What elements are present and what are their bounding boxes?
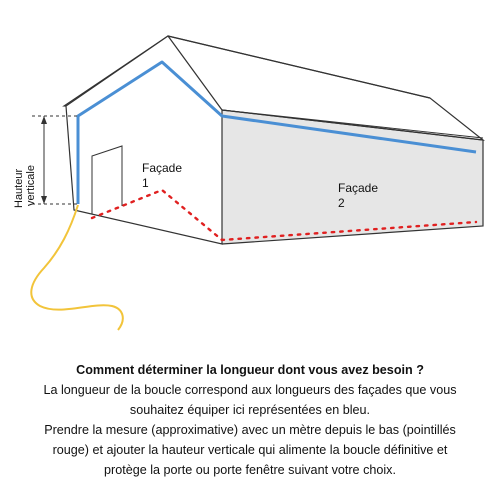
height-arrow-top [41,116,47,124]
facade-2-label-line2: 2 [338,196,345,210]
caption-line-2: souhaitez équiper ici représentées en bleu. [129,403,371,417]
caption-line-5: protège la porte ou porte fenêtre suivant votre choix. [104,463,396,477]
caption-line-3: Prendre la mesure (approximative) avec un mètre depuis le bas (pointillés [44,423,456,437]
height-label-line1: Hauteur [13,168,25,208]
caption [12,360,488,480]
facade-1-label-line1: Façade [142,161,183,175]
facade-1-label-line2: 1 [142,176,149,190]
caption-line-4: rouge) et ajouter la hauteur verticale qui alimente la boucle définitive et [52,443,448,457]
caption-line-1: La longueur de la boucle correspond aux longueurs des façades que vous [43,383,457,397]
facade-2-label-line1: Façade [338,181,379,195]
height-arrow-bottom [41,196,47,204]
height-label-line2: verticale [25,165,37,206]
caption-title: Comment déterminer la longueur dont vous avez besoin ? [76,363,424,377]
yellow-cable [31,205,123,330]
